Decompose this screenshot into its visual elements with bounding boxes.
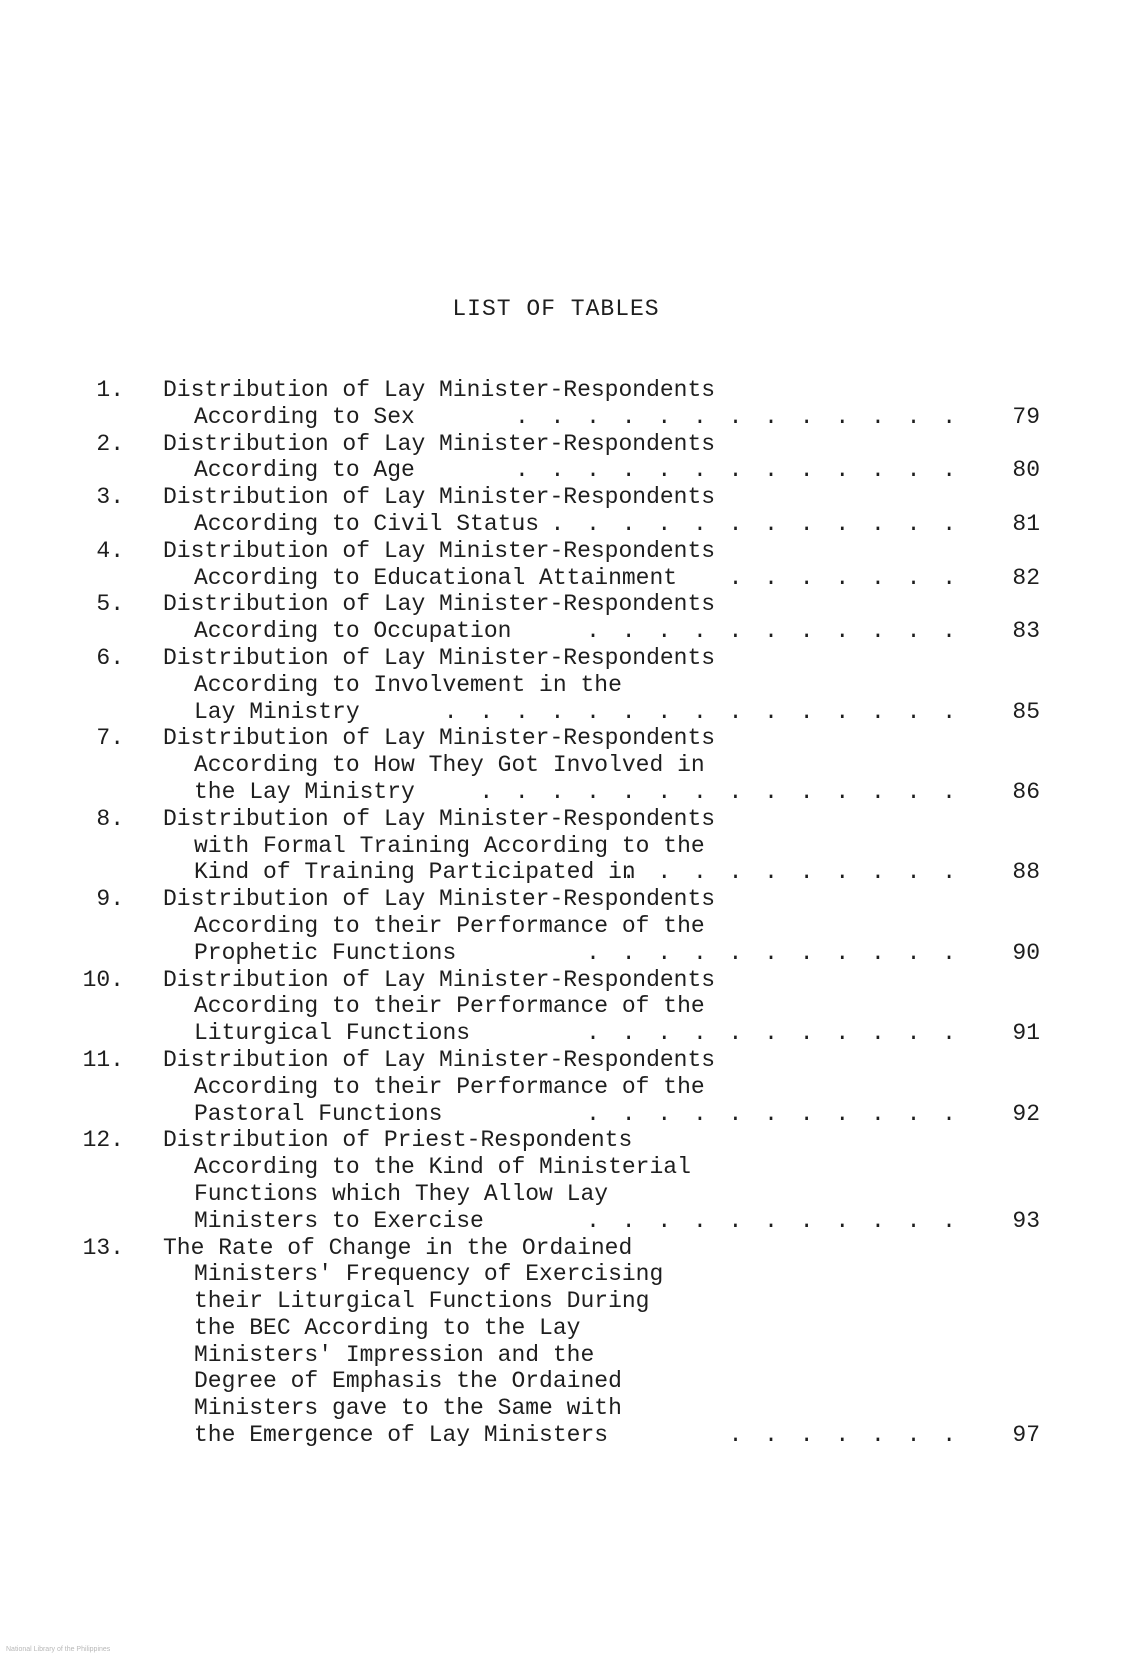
dot-leader: . . . . . . . . . . . . . — [514, 457, 960, 484]
page-number: 97 — [1012, 1422, 1040, 1449]
table-title — [163, 725, 1040, 805]
table-title-text: According to How They Got Involved in — [194, 752, 705, 779]
table-title-line — [163, 1235, 1040, 1262]
table-title — [163, 538, 1040, 592]
table-title-text: Distribution of Lay Minister-Respondents — [163, 537, 716, 564]
table-title-line — [163, 1020, 1040, 1047]
table-title-text: Functions which They Allow Lay — [194, 1180, 609, 1207]
page-title: LIST OF TABLES — [452, 296, 660, 322]
page-number: 82 — [1012, 564, 1040, 591]
table-title-text: Distribution of Priest-Respondents — [163, 1127, 633, 1154]
table-title-line — [163, 1261, 1040, 1288]
table-title-text: their Liturgical Functions During — [194, 1288, 650, 1315]
table-title-line — [163, 1395, 1040, 1422]
table-entry — [60, 1127, 1040, 1234]
page-number: 86 — [1012, 778, 1040, 805]
table-title-text: Distribution of Lay Minister-Respondents — [163, 1046, 716, 1073]
table-title-line — [163, 1074, 1040, 1101]
table-entry — [60, 1047, 1040, 1127]
table-title — [163, 1127, 1040, 1234]
table-title-text: Ministers' Impression and the — [194, 1341, 595, 1368]
table-title-line — [163, 538, 1040, 565]
table-title-line — [163, 806, 1040, 833]
footer-attribution: National Library of the Philippines — [6, 1646, 111, 1653]
table-title-line — [163, 1422, 1040, 1449]
table-title-text: Ministers' Frequency of Exercising — [194, 1261, 664, 1288]
table-title — [163, 1235, 1040, 1449]
table-title-text: According to their Performance of the — [194, 1073, 705, 1100]
dot-leader: . . . . . . . . . . . . . . — [479, 778, 960, 805]
table-title-text: Degree of Emphasis the Ordained — [194, 1368, 622, 1395]
table-entry — [60, 886, 1040, 966]
table-entry — [60, 484, 1040, 538]
table-title — [163, 377, 1040, 431]
table-title-line — [163, 431, 1040, 458]
table-title-line — [163, 940, 1040, 967]
table-title-text: Ministers to Exercise — [194, 1207, 484, 1234]
table-entry — [60, 538, 1040, 592]
table-entry — [60, 1235, 1040, 1449]
page-number: 79 — [1012, 403, 1040, 430]
table-title-line — [163, 752, 1040, 779]
table-title-text: According to Involvement in the — [194, 671, 622, 698]
table-entry — [60, 806, 1040, 886]
table-title-line — [163, 1181, 1040, 1208]
table-title-text: According to Sex — [194, 403, 415, 430]
page-number: 80 — [1012, 457, 1040, 484]
page-number: 90 — [1012, 939, 1040, 966]
page-number: 93 — [1012, 1207, 1040, 1234]
table-title — [163, 886, 1040, 966]
table-title-text: the Lay Ministry — [194, 778, 415, 805]
page-number: 92 — [1012, 1100, 1040, 1127]
table-title-text: Pastoral Functions — [194, 1100, 443, 1127]
table-title-line — [163, 779, 1040, 806]
table-number: 12. — [82, 1127, 124, 1154]
table-title-text: According to Age — [194, 457, 415, 484]
dot-leader: . . . . . . . . . . . . . . . — [443, 698, 960, 725]
table-title-text: Distribution of Lay Minister-Respondents — [163, 377, 716, 403]
dot-leader: . . . . . . . . . . . . . — [514, 403, 960, 430]
table-number: 4. — [96, 537, 124, 564]
dot-leader: . . . . . . . . . . . — [586, 1100, 960, 1127]
page-number: 91 — [1012, 1020, 1040, 1047]
dot-leader: . . . . . . . . . . . — [586, 939, 960, 966]
table-number: 13. — [82, 1234, 124, 1261]
table-title-line — [163, 1342, 1040, 1369]
table-number: 3. — [96, 484, 124, 511]
table-title-text: Distribution of Lay Minister-Respondents — [163, 805, 716, 832]
table-title-text: According to Educational Attainment — [194, 564, 678, 591]
table-title-line — [163, 1208, 1040, 1235]
table-number: 1. — [96, 377, 124, 403]
dot-leader: . . . . . . . . . . . — [586, 1207, 960, 1234]
table-title-line — [163, 859, 1040, 886]
table-title-text: Distribution of Lay Minister-Respondents — [163, 644, 716, 671]
table-number: 11. — [82, 1046, 124, 1073]
table-title-line — [163, 1368, 1040, 1395]
table-title-text: According to Civil Status — [194, 510, 540, 537]
table-title-line — [163, 967, 1040, 994]
table-title-text: Liturgical Functions — [194, 1020, 471, 1047]
table-entry — [60, 725, 1040, 805]
table-title-text: The Rate of Change in the Ordained — [163, 1234, 633, 1261]
table-title-line — [163, 993, 1040, 1020]
table-title-line — [163, 833, 1040, 860]
table-title — [163, 806, 1040, 886]
table-title-line — [163, 377, 1040, 404]
table-title-text: Kind of Training Participated in — [194, 859, 636, 886]
table-title-line — [163, 591, 1040, 618]
table-title-text: with Formal Training According to the — [194, 832, 705, 859]
dot-leader: . . . . . . . — [728, 1422, 960, 1449]
table-number: 6. — [96, 644, 124, 671]
table-entry — [60, 967, 1040, 1047]
table-entry — [60, 591, 1040, 645]
table-title-text: Distribution of Lay Minister-Respondents — [163, 886, 716, 913]
table-title-line — [163, 1154, 1040, 1181]
dot-leader: . . . . . . . . . . — [621, 859, 960, 886]
table-title-line — [163, 511, 1040, 538]
table-title-text: the Emergence of Lay Ministers — [194, 1422, 609, 1449]
dot-leader: . . . . . . . . . . . . . — [514, 510, 960, 537]
table-title-line — [163, 699, 1040, 726]
table-title-text: According to Occupation — [194, 618, 512, 645]
table-number: 2. — [96, 430, 124, 457]
table-title-text: Distribution of Lay Minister-Respondents — [163, 966, 716, 993]
table-title — [163, 1047, 1040, 1127]
table-title-text: According to their Performance of the — [194, 993, 705, 1020]
table-list — [60, 377, 1040, 1449]
page-number: 88 — [1012, 859, 1040, 886]
table-title-text: Distribution of Lay Minister-Respondents — [163, 484, 716, 511]
table-title-line — [163, 484, 1040, 511]
table-title-line — [163, 404, 1040, 431]
table-title-line — [163, 1315, 1040, 1342]
table-title-line — [163, 1288, 1040, 1315]
table-title — [163, 645, 1040, 725]
table-title-line — [163, 645, 1040, 672]
table-title-text: According to the Kind of Ministerial — [194, 1154, 691, 1181]
table-title-line — [163, 565, 1040, 592]
page-number: 81 — [1012, 510, 1040, 537]
table-title-line — [163, 618, 1040, 645]
table-title-line — [163, 672, 1040, 699]
table-title-text: Ministers gave to the Same with — [194, 1395, 622, 1422]
table-title — [163, 967, 1040, 1047]
table-title — [163, 431, 1040, 485]
table-title-text: Distribution of Lay Minister-Respondents — [163, 591, 716, 618]
table-number: 8. — [96, 805, 124, 832]
table-number: 10. — [82, 966, 124, 993]
table-entry — [60, 431, 1040, 485]
table-title — [163, 591, 1040, 645]
table-title-line — [163, 725, 1040, 752]
table-number: 9. — [96, 886, 124, 913]
page-number: 85 — [1012, 698, 1040, 725]
table-title-line — [163, 457, 1040, 484]
dot-leader: . . . . . . . . . . . — [586, 618, 960, 645]
table-entry — [60, 377, 1040, 431]
table-title-line — [163, 1127, 1040, 1154]
table-title-text: Prophetic Functions — [194, 939, 457, 966]
table-number: 5. — [96, 591, 124, 618]
table-title-line — [163, 913, 1040, 940]
table-entry — [60, 645, 1040, 725]
table-title-text: According to their Performance of the — [194, 912, 705, 939]
table-title-text: the BEC According to the Lay — [194, 1314, 581, 1341]
table-title-text: Distribution of Lay Minister-Respondents — [163, 430, 716, 457]
table-number: 7. — [96, 725, 124, 752]
table-title-line — [163, 886, 1040, 913]
dot-leader: . . . . . . . . . . . — [586, 1020, 960, 1047]
table-title-text: Lay Ministry — [194, 698, 360, 725]
table-title-line — [163, 1047, 1040, 1074]
table-title — [163, 484, 1040, 538]
dot-leader: . . . . . . . — [728, 564, 960, 591]
table-title-text: Distribution of Lay Minister-Respondents — [163, 725, 716, 752]
table-title-line — [163, 1101, 1040, 1128]
page-number: 83 — [1012, 618, 1040, 645]
